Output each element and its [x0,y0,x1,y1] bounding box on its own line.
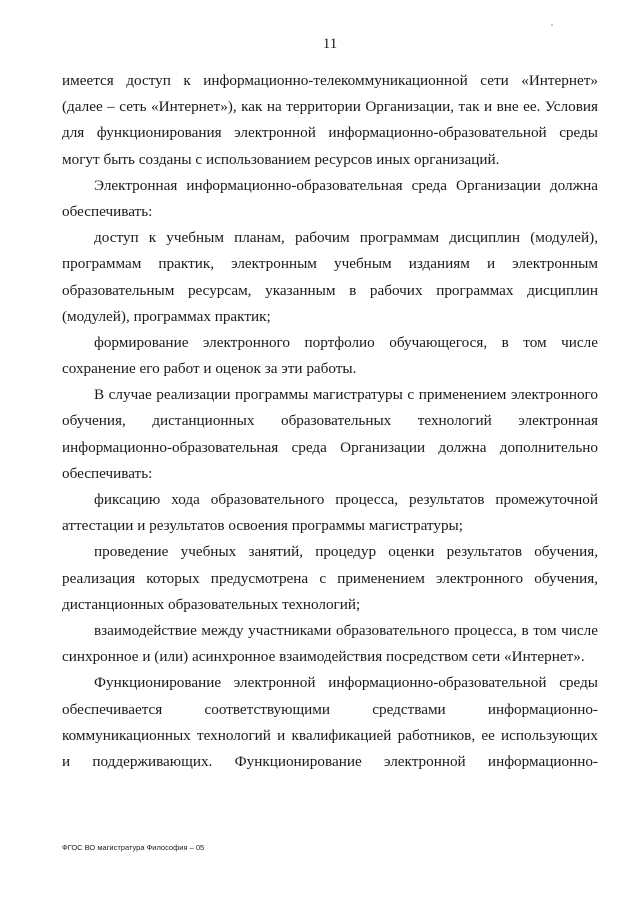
text-line: информационно-образовательная среда Организации должна дополнительно [62,438,598,456]
text-line: обеспечивается соответствующими средствами информационно- [62,700,598,718]
text-line: доступ к учебным планам, рабочим программам дисциплин (модулей), [94,229,598,247]
text-line: В случае реализации программы магистратуры с применением электронного [94,386,598,404]
text-line: синхронное и (или) асинхронное взаимодействия посредством сети «Интернет». [62,648,585,666]
text-line: взаимодействие между участниками образовательного процесса, в том числе [94,621,598,639]
document-footer: ФГОС ВО магистратура Философия – 05 [62,843,205,852]
text-line: Функционирование электронной информационно-образовательной среды [94,674,598,692]
text-line: обеспечивать: [62,464,153,482]
text-line: проведение учебных занятий, процедур оценки результатов обучения, [94,543,598,561]
text-line: могут быть созданы с использованием ресурсов иных организаций. [62,150,500,168]
text-line: формирование электронного портфолио обучающегося, в том числе [94,333,598,351]
text-line: программам практик, электронным учебным изданиям и электронным [62,255,598,273]
text-line: образовательным ресурсам, указанным в рабочих программах дисциплин [62,281,598,299]
text-line: обеспечивать: [62,202,153,220]
text-line: коммуникационных технологий и квалификацией работников, ее использующих [62,726,598,744]
text-line: реализация которых предусмотрена с применением электронного обучения, [62,569,598,587]
text-line: (модулей), программах практик; [62,307,271,325]
text-line: и поддерживающих. Функционирование электронной информационно- [62,752,598,770]
text-line: сохранение его работ и оценок за эти работы. [62,360,357,378]
page-number: 11 [322,36,338,52]
text-line: дистанционных образовательных технологий; [62,595,361,613]
text-line: для функционирования электронной информационно-образовательной среды [62,124,598,142]
body-text [62,68,598,775]
text-line: имеется доступ к информационно-телекоммуникационной сети «Интернет» [62,72,598,89]
text-line: обучения, дистанционных образовательных технологий электронная [62,412,598,430]
text-line: Электронная информационно-образовательная среда Организации должна [94,176,598,194]
text-line: аттестации и результатов освоения программы магистратуры; [62,517,463,535]
text-line: (далее – сеть «Интернет»), как на территории Организации, так и вне ее. Условия [62,98,598,116]
text-line: фиксацию хода образовательного процесса, результатов промежуточной [94,491,598,508]
scan-speck [551,24,553,26]
